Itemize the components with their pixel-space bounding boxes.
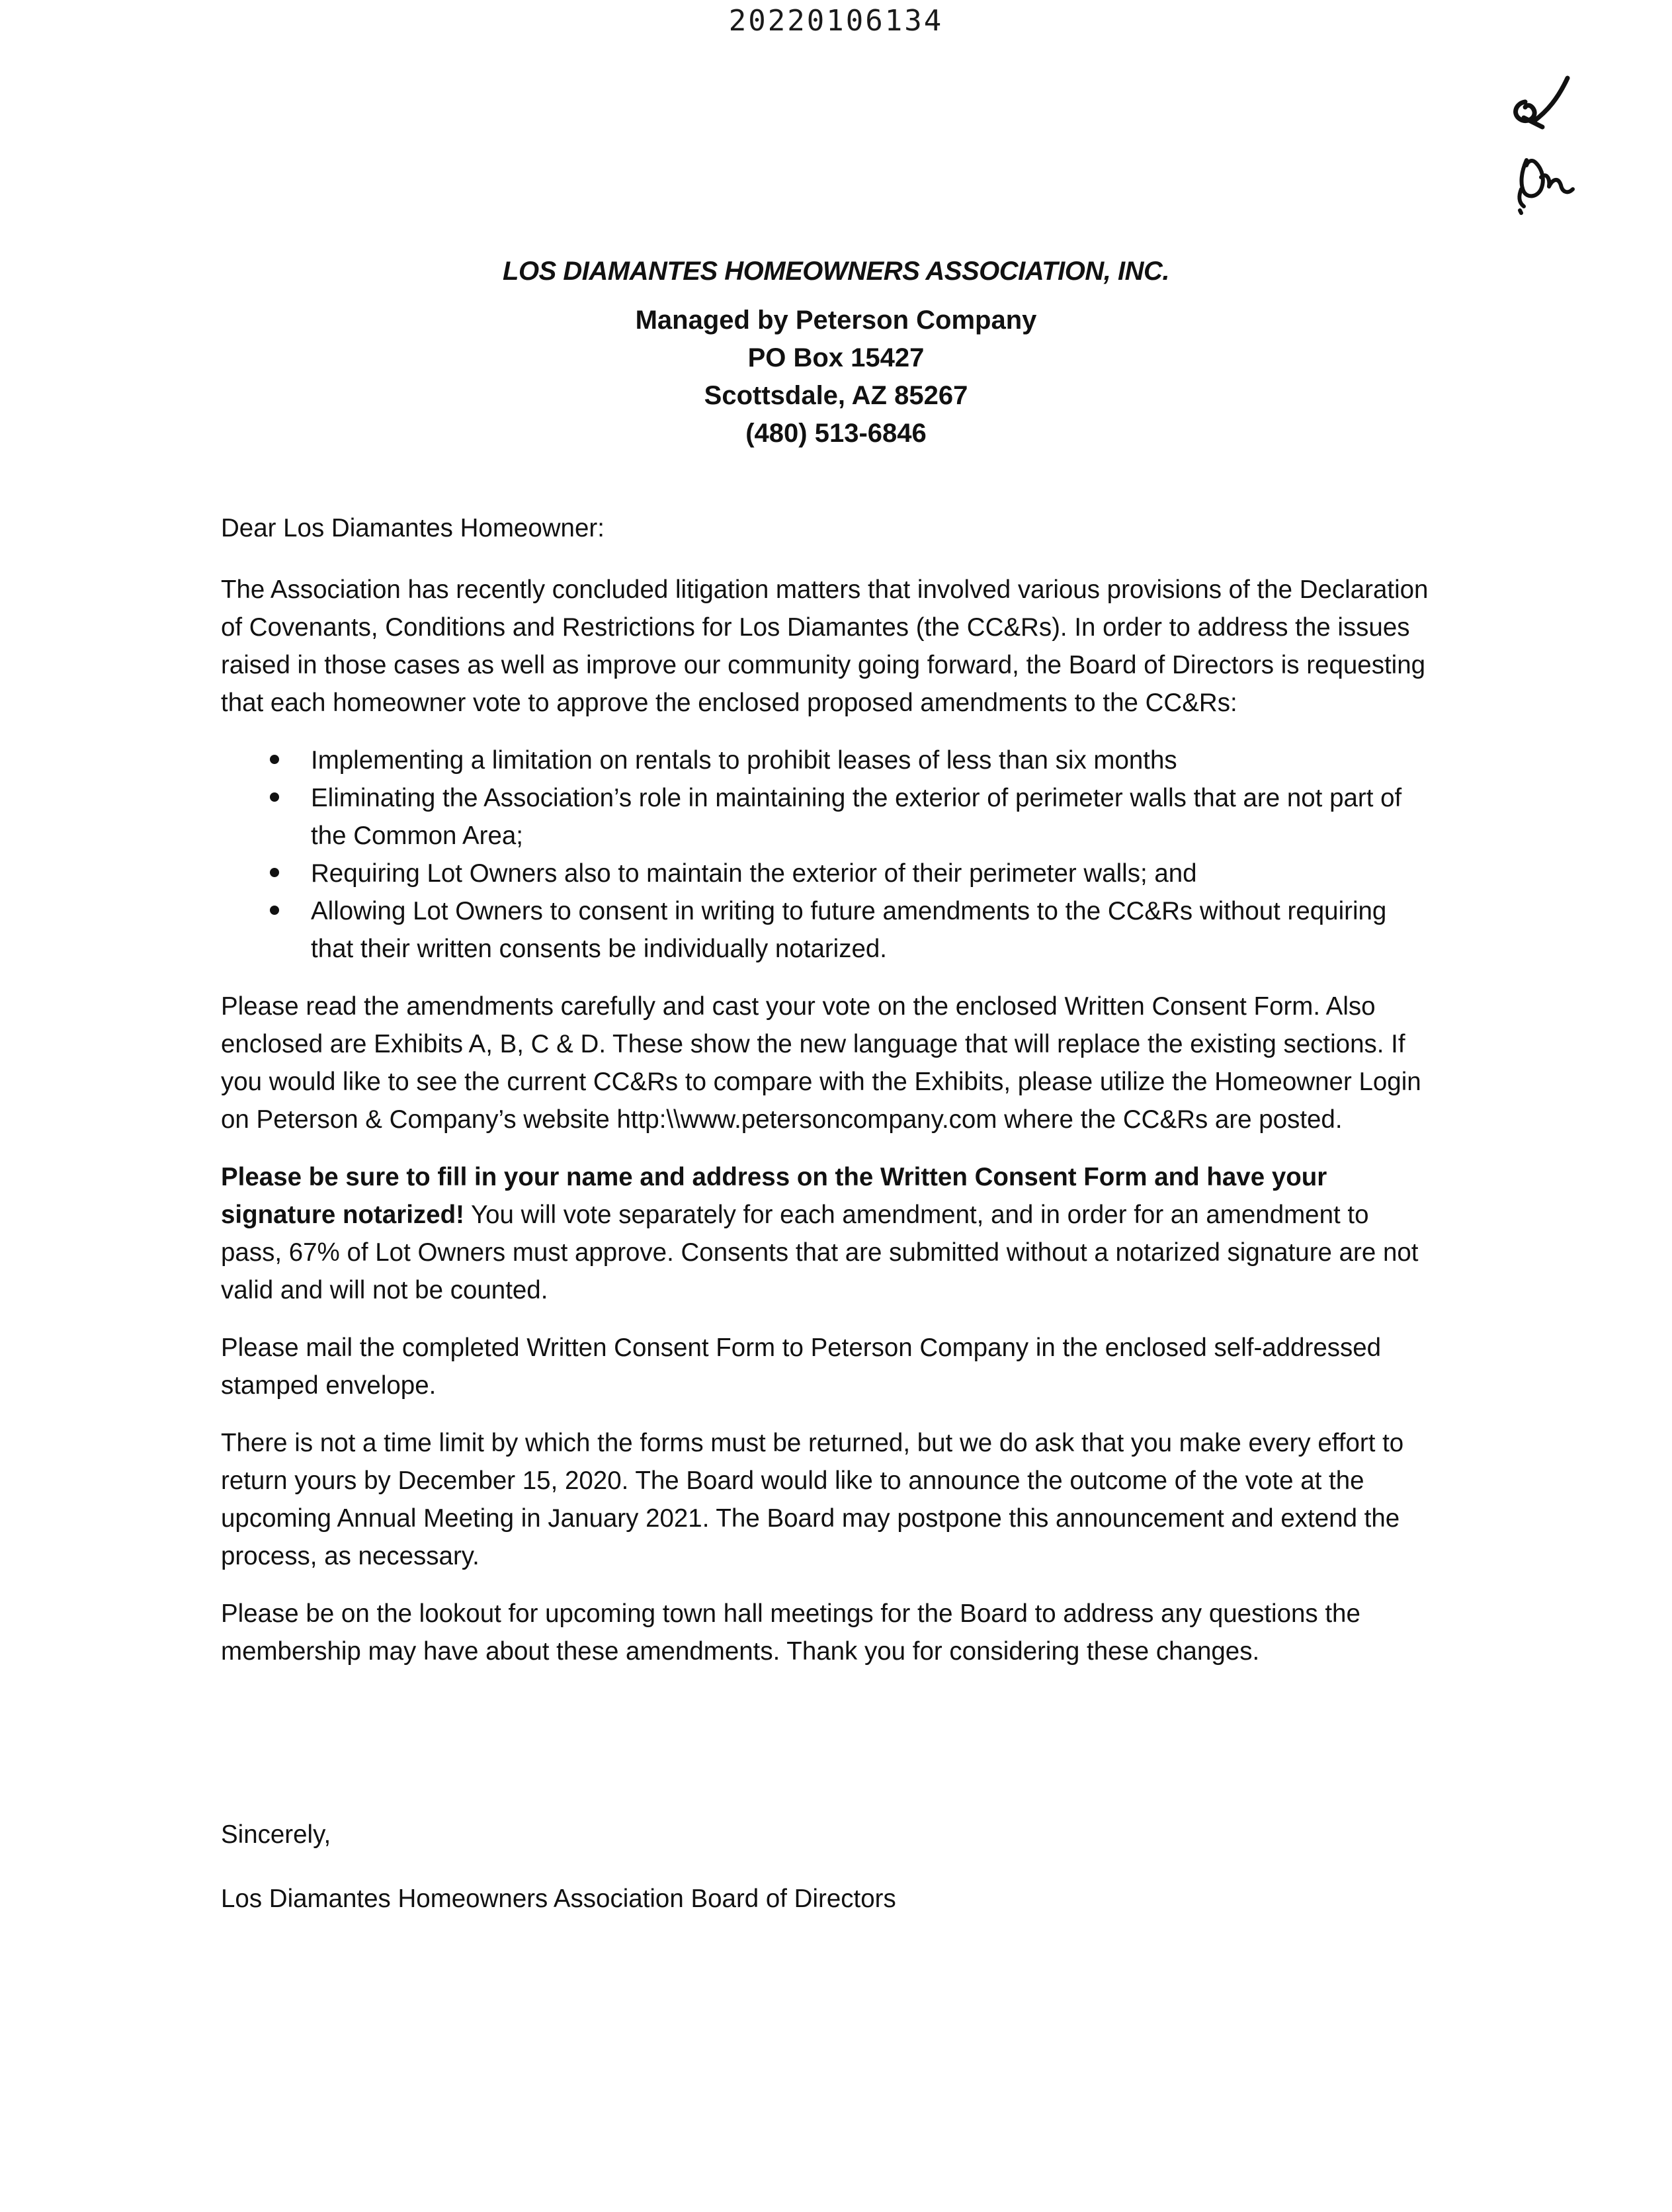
read-amendments-paragraph: Please read the amendments carefully and cast your vote on the enclosed Written Consent Form. Also enclosed are Exhibits A, B, C & D. These show the new language that will replace the existing sections. If you would like to see the current CC&Rs to compare with the Exhibits, please utilize the Homeowner Login on Peterson & Company’s website http:\\www.petersoncompany.com where the CC&Rs are posted. [221,992,1421,1134]
phone-number: (480) 513-6846 [745,419,927,448]
salutation: Dear Los Diamantes Homeowner: [221,514,605,542]
list-item-text: Requiring Lot Owners also to maintain the exterior of their perimeter walls; and [311,859,1197,888]
list-item [221,742,1431,779]
list-item-text: Eliminating the Association’s role in maintaining the exterior of perimeter walls that are not part of the Common Area; [311,784,1402,850]
signature-line: Los Diamantes Homeowners Association Board of Directors [221,1885,896,1913]
bullet-icon [270,792,279,802]
list-item-text: Implementing a limitation on rentals to prohibit leases of less than six months [311,746,1177,775]
notarize-emphasis: Please be sure to fill in your name and address on the Written Consent Form and have your signature notarized! [221,1163,1327,1229]
mail-paragraph: Please mail the completed Written Consent Form to Peterson Company in the enclosed self-addressed stamped envelope. [221,1334,1382,1400]
city-state-zip: Scottsdale, AZ 85267 [704,381,968,410]
town-hall-paragraph: Please be on the lookout for upcoming town hall meetings for the Board to address any questions the membership may have about these amendments. Thank you for considering these changes. [221,1599,1360,1666]
amendment-list [221,742,1431,968]
intro-paragraph: The Association has recently concluded litigation matters that involved various provisions of the Declaration of Covenants, Conditions and Restrictions for Los Diamantes (the CC&Rs). In order to address the issues raised in those cases as well as improve our community going forward, the Board of Directors is requesting that each homeowner vote to approve the enclosed proposed amendments to the CC&Rs: [221,575,1429,717]
document-number: 20220106134 [728,4,944,38]
list-item [221,855,1431,892]
bullet-icon [270,868,279,877]
handwritten-initials-icon [1519,160,1573,213]
list-item [221,779,1431,855]
list-item [221,892,1431,968]
notarize-paragraph [221,1158,1431,1309]
closing: Sincerely, [221,1820,331,1849]
po-box: PO Box 15427 [747,343,925,372]
letter-body [221,509,1431,1690]
notarize-details: You will vote separately for each amendment, and in order for an amendment to pass, 67% of Lot Owners must approve. Consents that are submitted without a notarized signature are not valid and will not be counted. [221,1201,1419,1304]
letterhead [0,253,1672,452]
time-limit-paragraph: There is not a time limit by which the forms must be returned, but we do ask that you make every effort to return yours by December 15, 2020. The Board would like to announce the outcome of the vote at the upcoming Annual Meeting in January 2021. The Board may postpone this announcement and extend the process, as necessary. [221,1429,1404,1570]
organization-name: LOS DIAMANTES HOMEOWNERS ASSOCIATION, INC. [503,257,1169,286]
bullet-icon [270,755,279,764]
bullet-icon [270,906,279,915]
closing-block [221,1816,896,1944]
list-item-text: Allowing Lot Owners to consent in writing to future amendments to the CC&Rs without requiring that their written consents be individually notarized. [311,897,1387,963]
managed-by: Managed by Peterson Company [635,306,1037,335]
handwritten-marks [1487,73,1593,225]
handwritten-check-mark-icon [1516,78,1568,127]
